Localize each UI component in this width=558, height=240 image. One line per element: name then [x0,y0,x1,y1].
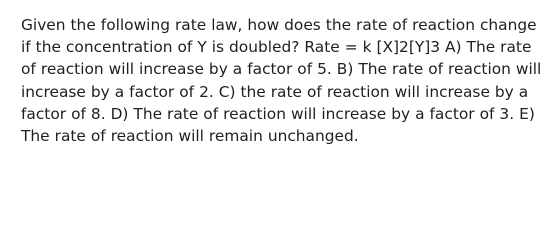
question-text: Given the following rate law, how does the rate of reaction change if the concentration of Y is doubled? Rate = k [X]2[Y]3 A) The rate of reaction will increase by a factor of 5. B) The rate of reaction will increase by a factor of 2. C) the rate of reaction will increase by a factor of 8. D) The rate of reaction will increase by a factor of 3. E) The rate of reaction will remain unchanged. [21,16,542,146]
